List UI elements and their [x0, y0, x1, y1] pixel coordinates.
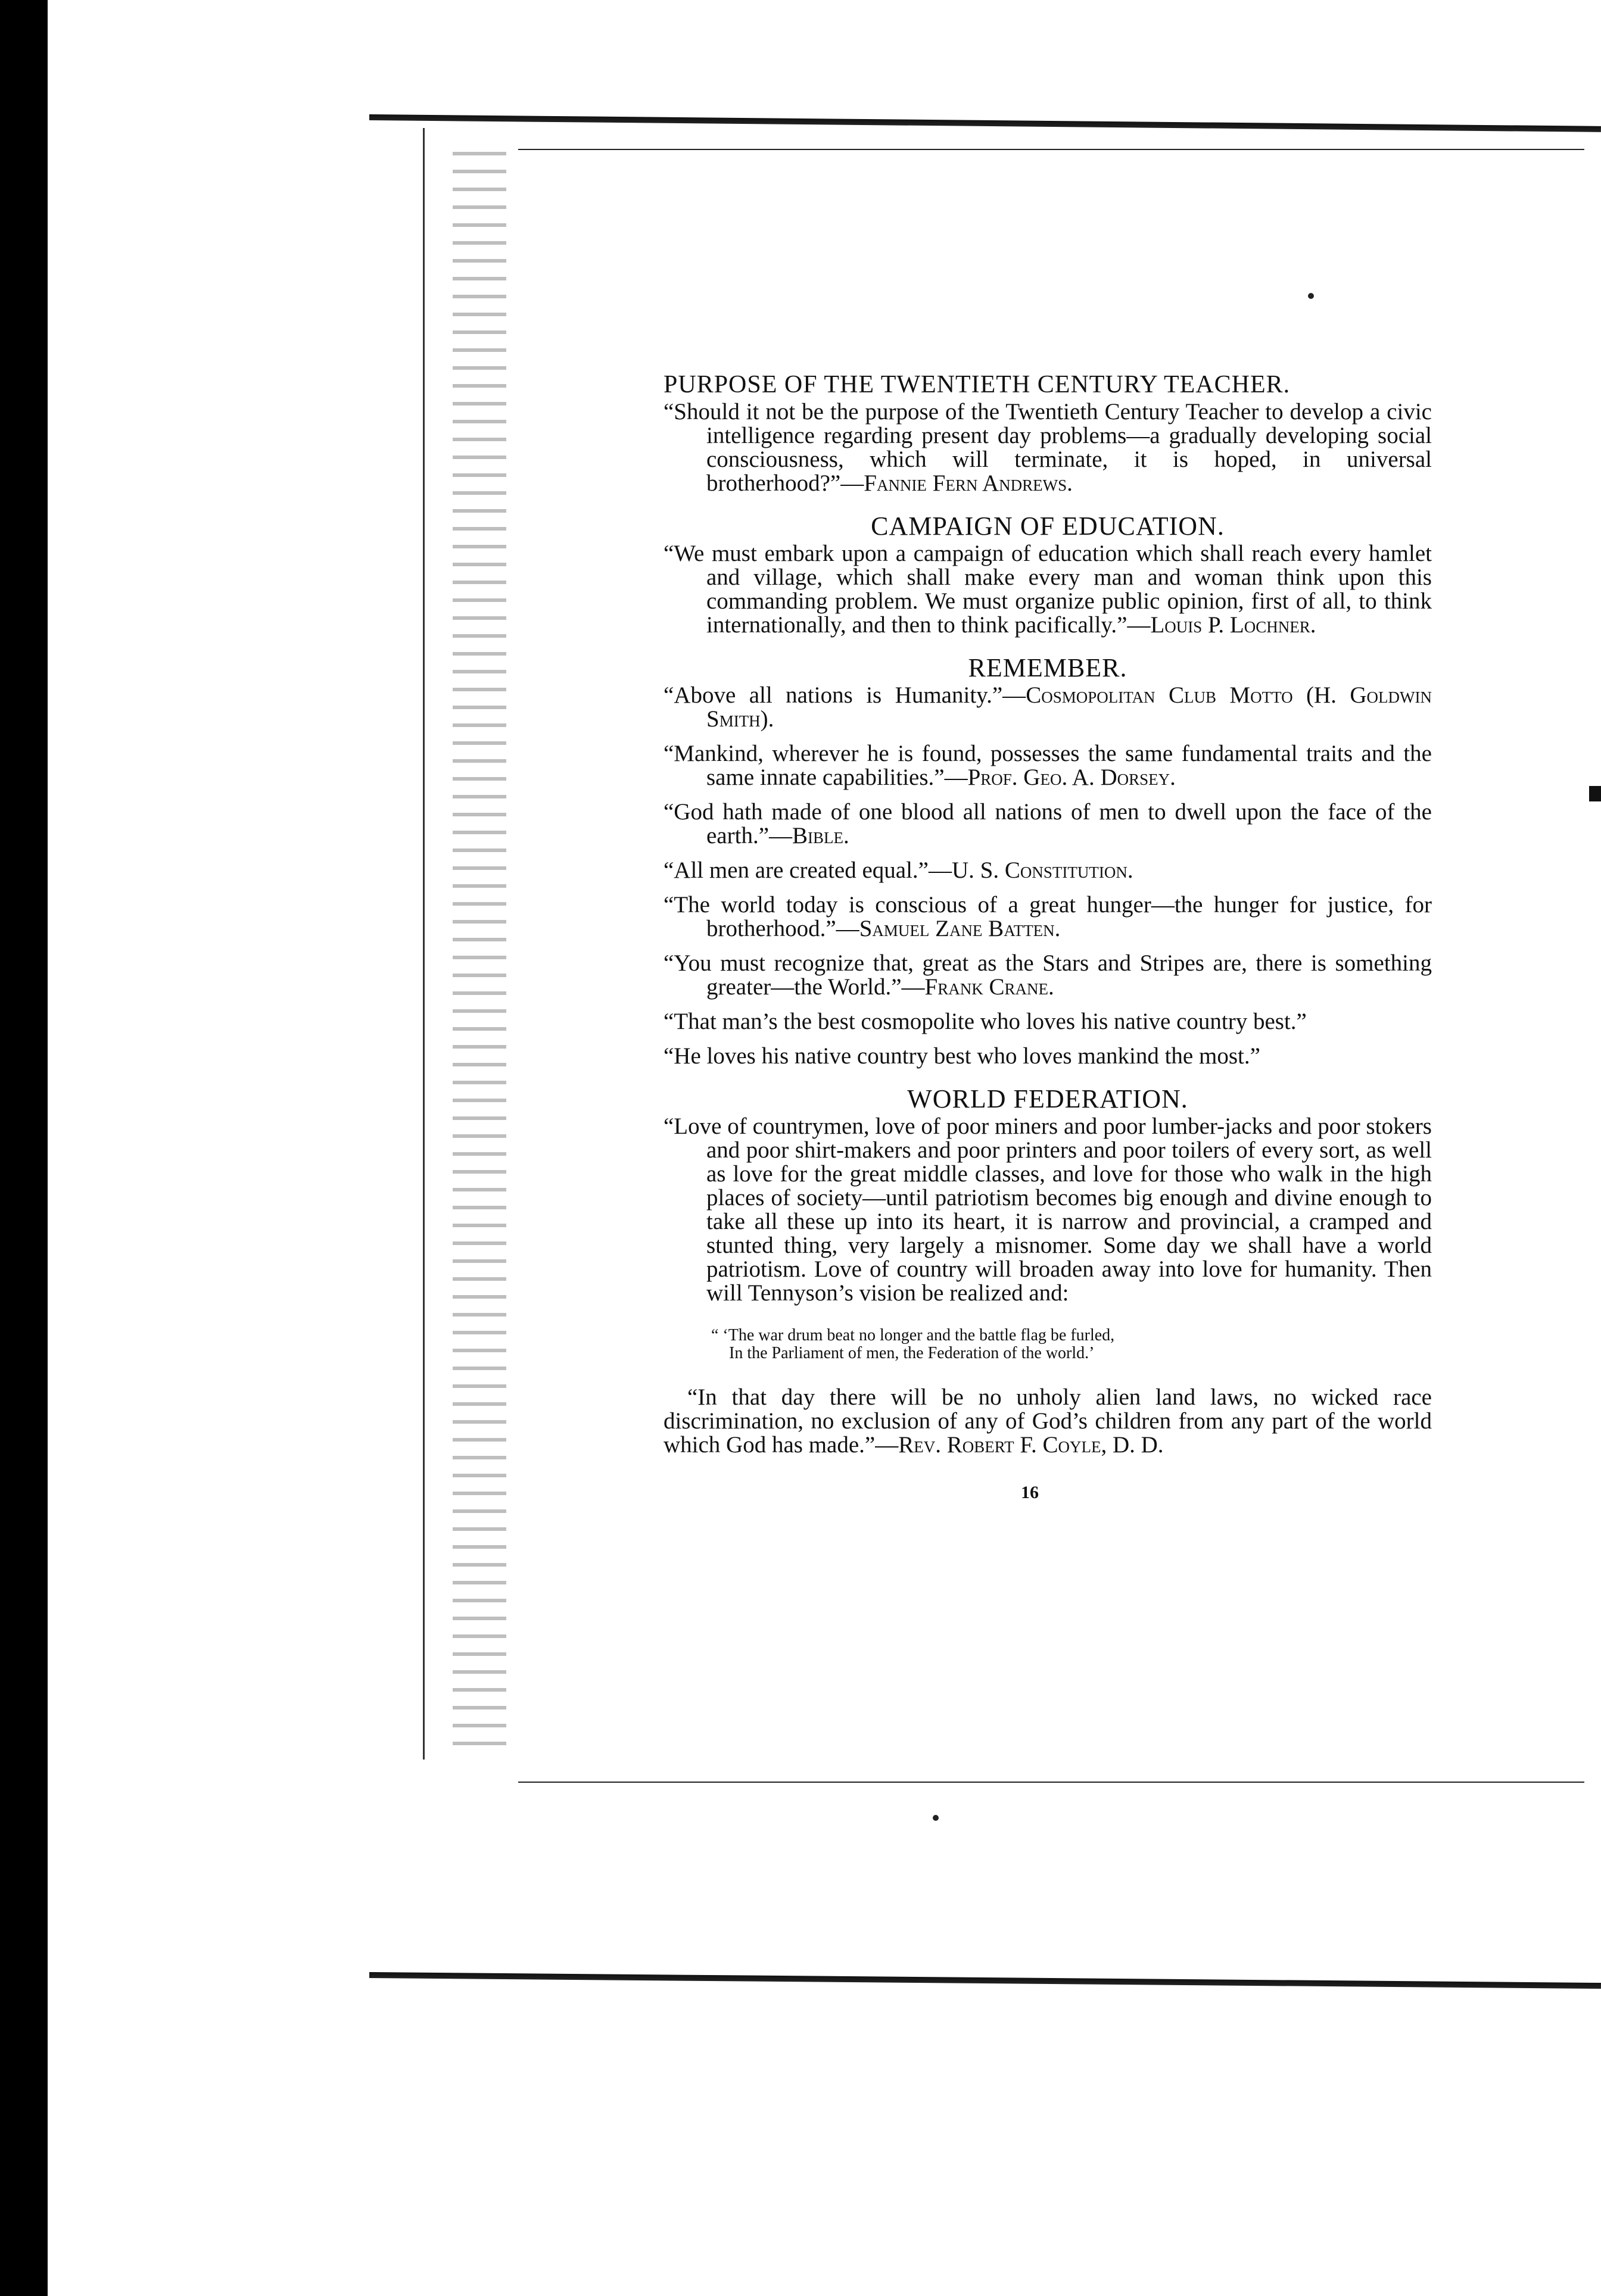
heading-remember: REMEMBER.: [968, 653, 1127, 682]
quote-constitution: “All men are created equal.”—U. S. Constitution.: [664, 857, 1133, 883]
spine-texture: [453, 152, 506, 1754]
page-number: 16: [1021, 1483, 1039, 1502]
quote-andrews: “Should it not be the purpose of the Twentieth Century Teacher to develop a civic intelligence regarding present day problems—a gradually developing social consciousness, which will terminate, it is hoped, in universal brotherhood?”—Fannie Fern Andrews.: [664, 399, 1432, 496]
quote-cosmopolitan: “Above all nations is Humanity.”—Cosmopolitan Club Motto (H. Goldwin Smith).: [664, 682, 1432, 732]
poem-line: “ ‘The war drum beat no longer and the battle flag be furled,: [711, 1326, 1115, 1344]
heading-world-federation: WORLD FEDERATION.: [907, 1084, 1188, 1113]
quote-patriotism: “Love of countrymen, love of poor miners and poor lumber-jacks and poor stokers and poor shirt-makers and poor printers and poor toilers of every sort, as well as love for the great middle classes, and love for those who walk in the high places of society—until patriotism becomes big enough and divine enough to take all these up into its heart, it is narrow and provincial, a cramped and stunted thing, very largely a misnomer. Some day we shall have a world patriotism. Love of country will broaden away into love for humanity. Then will Tennyson’s vision be realized and:: [664, 1113, 1432, 1306]
heading-campaign: CAMPAIGN OF EDUCATION.: [871, 511, 1225, 541]
heading-purpose: PURPOSE OF THE TWENTIETH CENTURY TEACHER.: [664, 371, 1291, 398]
quote-coyle: “In that day there will be no unholy alien land laws, no wicked race discrimination, no exclusion of any of God’s children from any part of the world which God has made.”—Rev. Robert F. Coyle, D. D.: [664, 1384, 1432, 1458]
edge-mark: [1589, 786, 1601, 801]
quote-bible: “God hath made of one blood all nations of men to dwell upon the face of the earth.”—Bible.: [664, 799, 1432, 848]
poem-line: In the Parliament of men, the Federation of the world.’: [729, 1344, 1095, 1362]
quote-cosmopolite: “That man’s the best cosmopolite who loves his native country best.”: [664, 1009, 1307, 1034]
tennyson-poem: [664, 1327, 1432, 1362]
speck-dot: [933, 1815, 939, 1821]
quote-dorsey: “Mankind, wherever he is found, possesses the same fundamental traits and the same innate capabilities.”—Prof. Geo. A. Dorsey.: [664, 741, 1432, 790]
speck-dot: [1308, 293, 1314, 299]
page-content: [664, 369, 1432, 1505]
quote-batten: “The world today is conscious of a great hunger—the hunger for justice, for brotherhood.”—Samuel Zane Batten.: [664, 892, 1432, 941]
quote-crane: “You must recognize that, great as the Stars and Stripes are, there is something greater—the World.”—Frank Crane.: [664, 950, 1432, 1000]
quote-mankind: “He loves his native country best who loves mankind the most.”: [664, 1043, 1260, 1069]
quote-lochner: “We must embark upon a campaign of education which shall reach every hamlet and village, which shall make every man and woman think upon this commanding problem. We must organize public opinion, first of all, to think internationally, and then to think pacifically.”—Louis P. Lochner.: [664, 541, 1432, 638]
